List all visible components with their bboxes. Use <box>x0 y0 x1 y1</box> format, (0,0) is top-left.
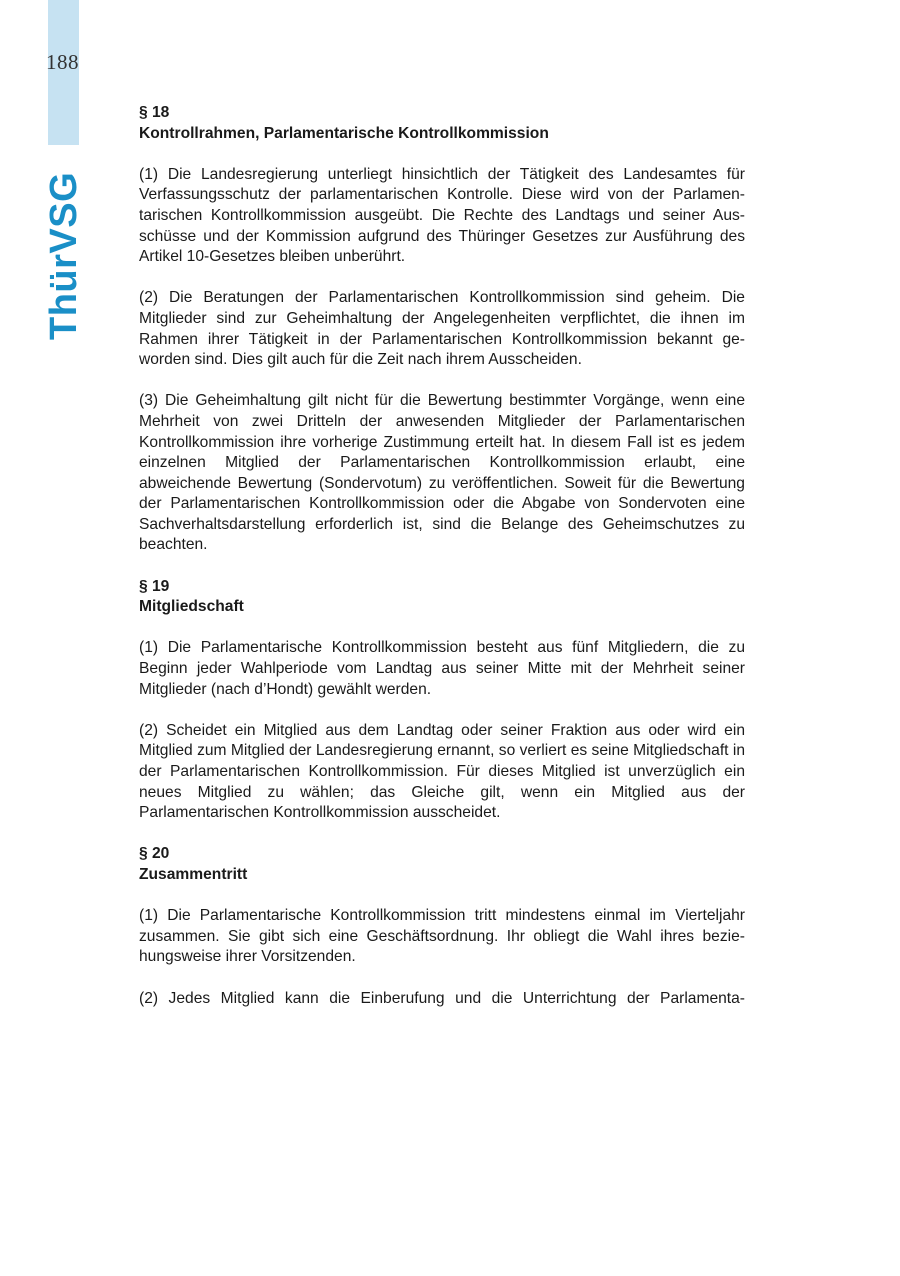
paragraph: (2) Scheidet ein Mitglied aus dem Landtag oder seiner Fraktion aus oder wird ein Mitglied zum Mitglied der Landesregierung ernannt, so verliert es seine Mitgliedschaft in der Parlamentarischen Kontrollkommission. Für dieses Mitglied ist unverzüglich ein neues Mitglied zu wählen; das Gleiche gilt, wenn ein Mitglied aus der Parlamentarischen Kontrollkommission ausscheidet. <box>139 721 745 822</box>
paragraph: (1) Die Parlamentarische Kontrollkommission tritt mindestens einmal im Vierteljahr zusammen. Sie gibt sich eine Geschäftsordnung. Ihr obliegt die Wahl ihres beziehungsweise ihrer Vorsitzenden. <box>139 907 745 966</box>
paragraph: (1) Die Parlamentarische Kontrollkommission besteht aus fünf Mitgliedern, die zu Beginn jeder Wahlperiode vom Landtag aus seiner Mitte mit der Mehrheit seiner Mitglieder (nach d’Hondt) gewählt werden. <box>139 639 745 698</box>
paragraph: (2) Die Beratungen der Parlamentarischen Kontrollkommission sind geheim. Die Mitglieder sind zur Geheimhaltung der Angelegenheiten verpflichtet, die ihnen im Rahmen ihrer Tätigkeit in der Parlamentarischen Kontrollkommission bekannt geworden sind. Dies gilt auch für die Zeit nach ihrem Ausscheiden. <box>139 289 745 369</box>
paragraph: (3) Die Geheimhaltung gilt nicht für die Bewertung bestimmter Vorgänge, wenn eine Mehrheit von zwei Dritteln der anwesenden Mitglieder der Parlamentarischen Kontrollkommission ihre vorherige Zustimmung erteilt hat. In diesem Fall ist es jedem einzelnen Mitglied der Parlamentarischen Kontrollkommission erlaubt, eine abweichende Bewertung (Sondervotum) zu veröffentlichen. Soweit für die Bewertung der Parlamentarischen Kontrollkommission oder die Abgabe von Sondervoten eine Sachverhaltsdarstellung erforderlich ist, sind die Belange des Geheimschutzes zu beachten. <box>139 392 745 554</box>
section-heading <box>139 103 745 144</box>
page-content <box>139 103 745 1030</box>
section-number: § 18 <box>139 104 170 121</box>
page-number: 188 <box>46 50 79 74</box>
section-title: Zusammentritt <box>139 865 248 883</box>
paragraph: (1) Die Landesregierung unterliegt hinsichtlich der Tätigkeit des Landesamtes für Verfassungsschutz der parlamentarischen Kontrolle. Diese wird von der Parlamentarischen Kontrollkommission ausgeübt. Die Rechte des Landtags und seiner Ausschüsse und der Kommission aufgrund des Thüringer Gesetzes zur Ausführung des Artikel 10-Gesetzes bleiben unberührt. <box>139 165 745 266</box>
section-heading <box>139 844 745 885</box>
section-title: Mitgliedschaft <box>139 598 244 616</box>
section-heading <box>139 577 745 618</box>
side-title: ThürVSG <box>43 171 85 340</box>
section-number: § 19 <box>139 577 170 595</box>
section-title: Kontrollrahmen, Parlamentarische Kontrollkommission <box>139 124 549 142</box>
section-number: § 20 <box>139 845 170 863</box>
paragraph: (2) Jedes Mitglied kann die Einberufung und die Unterrichtung der Parlamenta- <box>139 989 745 1007</box>
